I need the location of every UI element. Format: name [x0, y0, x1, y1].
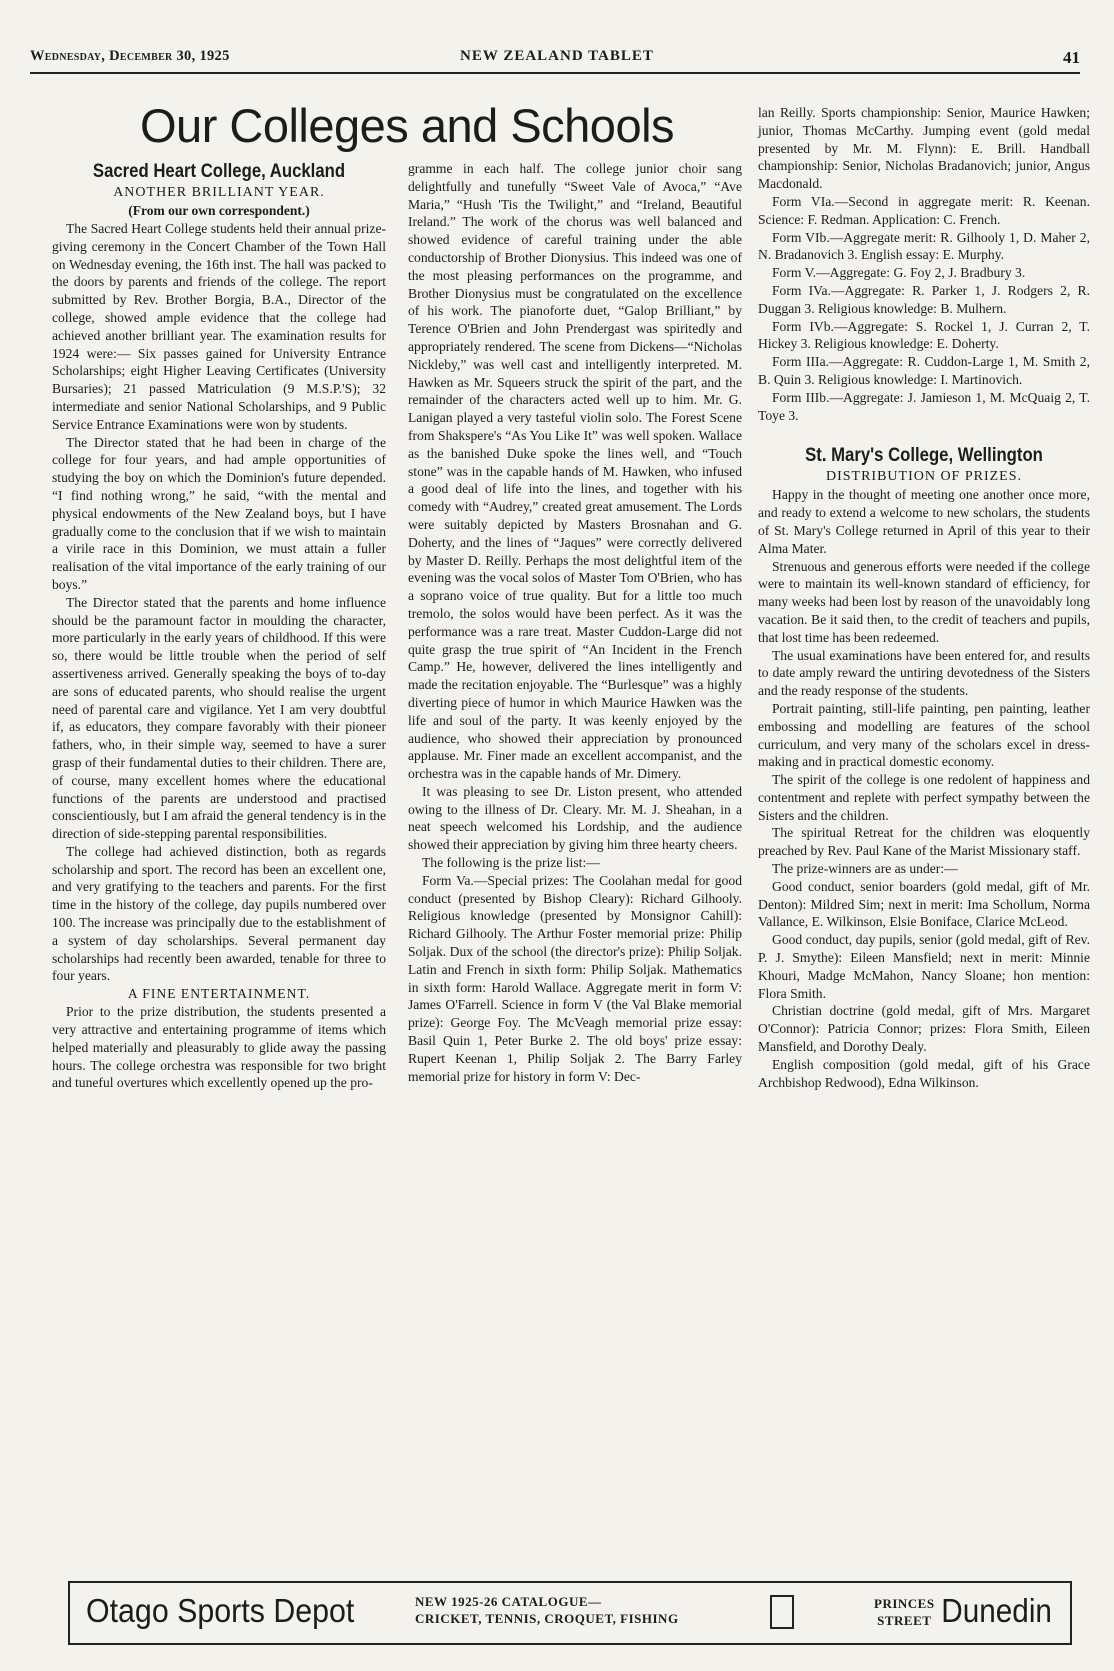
paragraph: The spirit of the college is one redolent of happiness and contentment and replete with perfect sympathy between the Sisters and the children. — [758, 772, 1090, 823]
prize-form-entry: Form IVa.—Aggregate: R. Parker 1, J. Rodgers 2, R. Duggan 3. Religious knowledge: B. Mulhern. — [758, 282, 1090, 316]
paragraph: It was pleasing to see Dr. Liston present, who attended owing to the illness of Dr. Cleary. Mr. M. J. Sheahan, in a neat speech welcomed his Lordship, and the audience showed their appreciation by giving him three hearty cheers. — [408, 783, 742, 853]
paragraph: The Sacred Heart College students held their annual prize-giving ceremony in the Concert Chamber of the Town Hall on Wednesday evening, the 16th inst. The hall was packed to the doors by parents and friends of the college. The report submitted by Rev. Brother Borgia, B.A., Director of the college, showed ample evidence that the college had achieved another brilliant year. The examination results for 1924 were:— Six passes gained for University Entrance Scholarships; eight Higher Leaving Certificates (University Bursaries); 21 passed Matriculation (9 M.S.P.'S); 32 intermediate and senior National Scholarships, and 9 Public Service Entrance Examinations were won by students. — [52, 221, 386, 432]
paragraph: The following is the prize list:— — [422, 855, 600, 871]
paragraph: The prize-winners are as under:— — [772, 861, 958, 877]
paragraph: The usual examinations have been entered for, and results to date amply reward the untiring devotedness of the Sisters and the ready response of the students. — [758, 647, 1090, 699]
ad-catalogue-text — [415, 1593, 679, 1627]
article-subtitle: DISTRIBUTION OF PRIZES. — [825, 469, 1023, 485]
prize-form-entry: Form IIIb.—Aggregate: J. Jamieson 1, M. McQuaig 2, T. Toye 3. — [758, 389, 1090, 423]
paragraph: lan Reilly. Sports championship: Senior, Maurice Hawken; junior, Thomas McCarthy. Jumping event (gold medal presented by Mr. M. Flynn): E. Brill. Handball championship: Senior, Nicholas Bradanovich; junior, Angus Macdonald. — [758, 105, 1090, 192]
prize-form-entry: Form VIb.—Aggregate merit: R. Gilhooly 1, D. Maher 2, N. Bradanovich 3. English essay: E. Murphy. — [758, 229, 1090, 263]
paragraph: Strenuous and generous efforts were needed if the college were to maintain its well-known standard of efficiency, for many weeks had been lost by reason of the unavoidably long vacation. Be it said then, to the credit of teachers and pupils, that lost time has been redeemed. — [758, 558, 1090, 645]
page-header — [30, 42, 1080, 74]
paragraph: Portrait painting, still-life painting, pen painting, leather embossing and modelling are features of the school curriculum, and very many of the scholars excel in dress-making and in practical domestic economy. — [758, 700, 1090, 770]
ad-street — [874, 1595, 935, 1629]
article-subtitle: ANOTHER BRILLIANT YEAR. — [113, 185, 325, 200]
paragraph: Good conduct, day pupils, senior (gold medal, gift of Rev. P. J. Smythe): Eileen Mansfield; next in merit: Minnie Khouri, Madge McMahon, Nancy Sloane; hon mention: Flora Smith. — [758, 932, 1090, 1001]
prize-form-entry: Form IVb.—Aggregate: S. Rockel 1, J. Curran 2, T. Hickey 3. Religious knowledge: E. Doherty. — [758, 318, 1090, 352]
paragraph: The college had achieved distinction, both as regards scholarship and sport. The record has been an excellent one, and very gratifying to the teachers and parents. For the first time in the history of the college, day pupils numbered over 100. The increase was principally due to the establishment of a system of day scholarships. Several permanent day scholarships had recently been awarded, tenable for three to four years. — [52, 843, 386, 984]
paragraph: The Director stated that he had been in charge of the college for four years, and had ample opportunities of studying the boy on which the Dominion's future depended. “I find nothing wrong,” he said, “with the mental and physical endowments of the New Zealand boys, but I have gradually come to the conclusion that if we wish to maintain a virile race in this Dominion, we must attain a fuller realisation of the vital importance of the early training of our boys.” — [52, 434, 386, 592]
ad-street-line-1: PRINCES — [874, 1596, 935, 1611]
paragraph: Good conduct, senior boarders (gold medal, gift of Mr. Denton): Mildred Sim; next in merit: Ima Schollum, Norma Vallance, E. Wilkinson, Elsie Boniface, Clarice McLeod. — [758, 878, 1090, 930]
prize-form-entry: Form V.—Aggregate: G. Foy 2, J. Bradbury 3. — [772, 265, 1026, 281]
ad-store-name: Otago Sports Depot — [86, 1592, 355, 1629]
prize-form-entry: Form VIa.—Second in aggregate merit: R. Keenan. Science: F. Redman. Application: C. French. — [758, 193, 1090, 227]
publication-name: NEW ZEALAND TABLET — [460, 48, 654, 64]
paragraph: Christian doctrine (gold medal, gift of Mrs. Margaret O'Connor): Patricia Connor; prizes: Flora Smith, Eileen Mansfield, and Dorothy Dealy. — [758, 1003, 1090, 1055]
column-3 — [758, 104, 1090, 1091]
article-title-sacred-heart: Sacred Heart College, Auckland — [92, 161, 346, 182]
paragraph: The spiritual Retreat for the children was eloquently preached by Rev. Paul Kane of the Marist Missionary staff. — [758, 825, 1090, 859]
paragraph: The Director stated that the parents and home influence should be the paramount factor in moulding the character, more particularly in the early years of childhood. If this were so, there would be little trouble when the period of self assertiveness arrived. Generally speaking the boys of to-day are sons of educated parents, who should realise the urgent need of parental care and vigilance. Yet I am very doubtful if, as educators, they compare favorably with their pioneer fathers, who, in their simple way, seemed to have a surer grasp of their fundamental duties to their children. There are, of course, many excellent homes where the educational functions of the parents are understood and practised conscientiously, but I am afraid the general tendency is in the direction of side-stepping parental responsibilities. — [52, 594, 386, 842]
ad-city: Dunedin — [941, 1592, 1052, 1629]
paragraph: gramme in each half. The college junior choir sang delightfully and tunefully “Sweet Vale of Avoca,” “Ave Maria,” “Hush 'Tis the Twilight,” and “Ireland, Beautiful Ireland.” The work of the chorus was well balanced and showed evidence of careful training under the able conductorship of Brother Dionysius. This indeed was one of the most pleasing performances on the programme, and Brother Dionysius must be congratulated on the excellence of his work. The pianoforte duet, “Galop Brilliant,” by Terence O'Brien and John Prendergast was spiritedly and appropriately rendered. The scene from Dickens—“Nicholas Nickleby,” was well cast and intelligently interpreted. M. Hawken as Mr. Squeers struck the spirit of the part, and the remainder of the characters acted well up to him. Mr. G. Lanigan played a very tasteful violin solo. The Forest Scene from Shakspere's “As You Like It” was well spoken. Wallace as the banished Duke spoke the lines well, and “Touch stone” was in the capable hands of M. Hawken, who infused a good deal of life into the lines, and together with his comedy with “Audrey,” created great amusement. The Lords were suitably depicted by Masters Brosnahan and G. Doherty, and the lines of “Jaques” were correctly delivered by Master D. Reilly. Perhaps the most delightful item of the evening was the vocal solos of Master Tom O'Brien, who has a soprano voice of true quality. But for a little too much tremolo, the solos would have been perfect. As it was the performance was a rare treat. Master Cuddon-Large did not quite grasp the true spirit of “An Incident in the French Camp.” He, however, delivered the lines intelligently and made the recitation enjoyable. The “Burlesque” was a highly diverting piece of humor in which Maurice Hawken was the life and soul of the party. It was keenly enjoyed by the audience, who showed their appreciation by pronounced applause. Mr. Finer made an excellent accompanist, and the orchestra was in the capable hands of Mr. Dimery. — [408, 161, 742, 782]
paragraph: Prior to the prize distribution, the students presented a very attractive and entertaining programme of items which helped materially and pleasurably to glide away the passing hours. The college orchestra was responsible for two bright and tuneful overtures which excellently opened up the pro- — [52, 1004, 386, 1091]
ad-box-icon — [770, 1595, 794, 1629]
column-1 — [52, 160, 386, 1092]
article-byline: (From our own correspondent.) — [128, 203, 310, 218]
paragraph: Happy in the thought of meeting one another once more, and ready to extend a welcome to new scholars, the students of St. Mary's College returned in April of this year to their Alma Mater. — [758, 487, 1090, 556]
issue-date: Wednesday, December 30, 1925 — [30, 48, 230, 64]
page-title: Our Colleges and Schools — [140, 99, 675, 152]
paragraph: Form Va.—Special prizes: The Coolahan medal for good conduct (presented by Bishop Cleary): Richard Gilhooly. Religious knowledge (presented by Monsignor Cahill): Richard Gilhooly. The Arthur Foster memorial prize: Philip Soljak. Dux of the school (the director's prize): Philip Soljak. Latin and French in sixth form: Philip Soljak. Mathematics in sixth form: Harold Wallace. Aggregate merit in form V: James O'Farrell. Science in form V (the Val Blake memorial prize): George Foy. The McVeagh memorial prize essay: Basil Quin 1, Peter Burke 2. The old boys' prize essay: Rupert Keenan 1, Philip Soljak 2. The Barry Farley memorial prize for history in form V: Dec- — [408, 872, 742, 1084]
article-subhead: A FINE ENTERTAINMENT. — [127, 986, 311, 1002]
advertisement-banner — [68, 1581, 1072, 1645]
prize-form-entry: Form IIIa.—Aggregate: R. Cuddon-Large 1, M. Smith 2, B. Quin 3. Religious knowledge: I. Martinovich. — [758, 354, 1090, 387]
ad-street-line-2: STREET — [877, 1613, 932, 1628]
page-number: 41 — [1063, 48, 1080, 67]
paragraph: English composition (gold medal, gift of his Grace Archbishop Redwood), Edna Wilkinson. — [758, 1056, 1090, 1090]
article-title-st-marys: St. Mary's College, Wellington — [805, 445, 1043, 467]
ad-catalogue-line-1: NEW 1925-26 CATALOGUE— — [415, 1594, 602, 1609]
column-2 — [408, 160, 742, 1085]
ad-catalogue-line-2: CRICKET, TENNIS, CROQUET, FISHING — [415, 1611, 679, 1626]
